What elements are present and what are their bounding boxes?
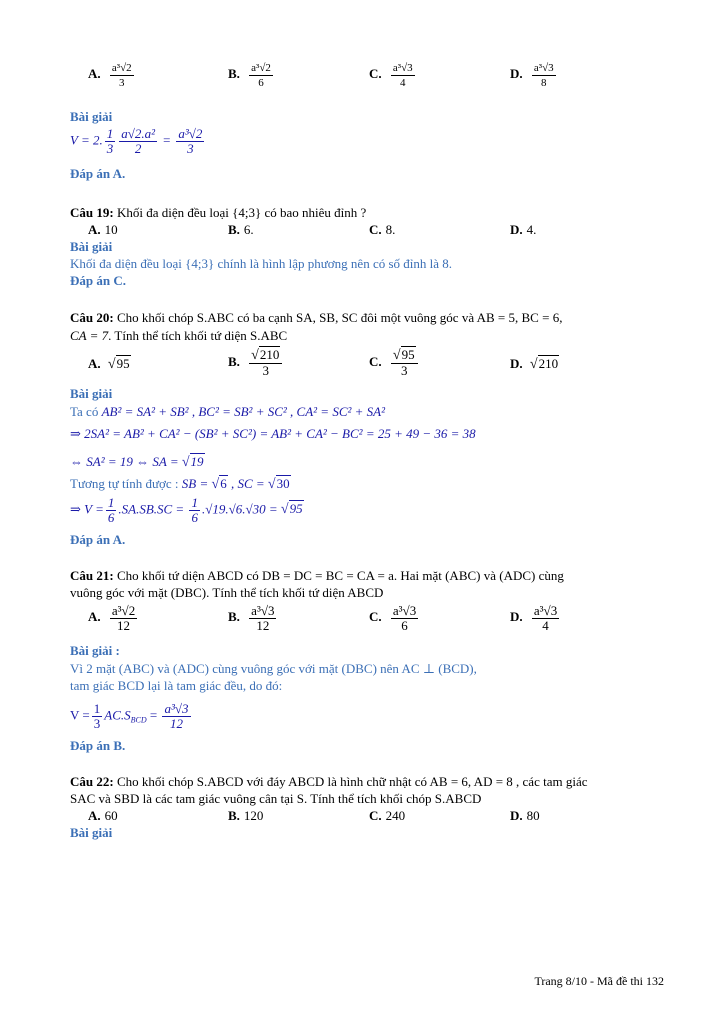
q19-option-b: B. 6.	[228, 222, 254, 237]
q18-answer: Đáp án A.	[70, 166, 126, 181]
q18-option-b: B. $\frac{\text{a³√2}}{6}$	[228, 62, 271, 89]
q20-sol-line4: Tương tự tính được : SB = √6 , SC = √30	[70, 476, 290, 492]
q20-solution-title: Bài giải	[70, 386, 113, 401]
q20-option-c: C. $\frac{√95}{3}$	[369, 348, 420, 378]
q18-solution-title: Bài giải	[70, 109, 113, 124]
q18-formula: V = 2. $\frac{1}{3}$ $\frac{\text{a√2.a²}}{2}$ = $\frac{\text{a³√2}}{3}$	[70, 126, 203, 156]
q21-formula: V = $\frac{1}{3}$ $AC.S_{BCD}$ = $\frac{\text{a³√3}}{12}$	[70, 701, 189, 731]
q20-sol-line5: ⇒ V = $\frac{1}{6}$ .SA.SB.SC = $\frac{1}{6}$ .√19.√6.√30 = √95	[70, 495, 303, 525]
q19-option-a: A. 10	[88, 222, 118, 237]
q21-option-d: D. $\frac{\text{a³√3}}{4}$	[510, 603, 558, 633]
q20-option-a: A. √95	[88, 356, 130, 372]
q21-solution-title: Bài giải :	[70, 643, 120, 658]
q20-sol-line1: Ta có AB² = SA² + SB² , BC² = SB² + SC² , CA² = SC² + SA²	[70, 404, 386, 419]
q20-question-line2: CA = 7. Tính thể tích khối tứ diện S.ABC	[70, 328, 288, 343]
q19-answer: Đáp án C.	[70, 273, 126, 288]
q21-option-a: A. $\frac{\text{a³√2}}{12}$	[88, 603, 136, 633]
q22-option-b: B. 120	[228, 808, 264, 823]
q21-question-line1: Câu 21: Cho khối tứ diện ABCD có DB = DC = BC = CA = a. Hai mặt (ABC) và (ADC) cùng	[70, 568, 564, 583]
q19-option-c: C. 8.	[369, 222, 396, 237]
q21-question-line2: vuông góc với mặt (DBC). Tính thể tích khối tứ diện ABCD	[70, 585, 384, 600]
q19-option-d: D. 4.	[510, 222, 537, 237]
q19-solution-text: Khối đa diện đều loại {4;3} chính là hình lập phương nên có số đỉnh là 8.	[70, 256, 453, 271]
q20-option-d: D. √210	[510, 356, 559, 372]
q22-option-d: D. 80	[510, 808, 540, 823]
q22-option-a: A. 60	[88, 808, 118, 823]
q20-sol-line2: ⇒ 2SA² = AB² + CA² − (SB² + SC²) = AB² + CA² − BC² = 25 + 49 − 36 = 38	[70, 426, 476, 441]
page-footer: Trang 8/10 - Mã đề thi 132	[534, 974, 664, 988]
q20-sol-line3: ⇔ SA² = 19 ⇔ SA = √19	[70, 454, 204, 470]
q18-option-d: D. $\frac{\text{a³√3}}{8}$	[510, 62, 554, 89]
q22-question-line2: SAC và SBD là các tam giác vuông cân tại S. Tính thể tích khối chóp S.ABCD	[70, 791, 482, 806]
q21-sol-line1: Vì 2 mặt (ABC) và (ADC) cùng vuông góc với mặt (DBC) nên AC ⊥ (BCD),	[70, 661, 477, 676]
q21-option-c: C. $\frac{\text{a³√3}}{6}$	[369, 603, 417, 633]
q19-question: Câu 19: Khối đa diện đều loại {4;3} có bao nhiêu đỉnh ?	[70, 205, 367, 220]
q19-solution-title: Bài giải	[70, 239, 113, 254]
q18-option-a: A. $\frac{\text{a³√2}}{3}$	[88, 62, 132, 89]
q22-question-line1: Câu 22: Cho khối chóp S.ABCD với đáy ABCD là hình chữ nhật có AB = 6, AD = 8 , các tam giác	[70, 774, 588, 789]
q18-option-c: C. $\frac{\text{a³√3}}{4}$	[369, 62, 413, 89]
q20-option-b: B. $\frac{√210}{3}$	[228, 348, 284, 378]
q20-question-line1: Câu 20: Cho khối chóp S.ABC có ba cạnh SA, SB, SC đôi một vuông góc và AB = 5, BC = 6,	[70, 310, 563, 325]
q21-option-b: B. $\frac{\text{a³√3}}{12}$	[228, 603, 275, 633]
q21-sol-line2: tam giác BCD lại là tam giác đều, do đó:	[70, 678, 283, 693]
q22-solution-title: Bài giải	[70, 825, 113, 840]
q22-option-c: C. 240	[369, 808, 406, 823]
q21-answer: Đáp án B.	[70, 738, 126, 753]
q20-answer: Đáp án A.	[70, 532, 126, 547]
